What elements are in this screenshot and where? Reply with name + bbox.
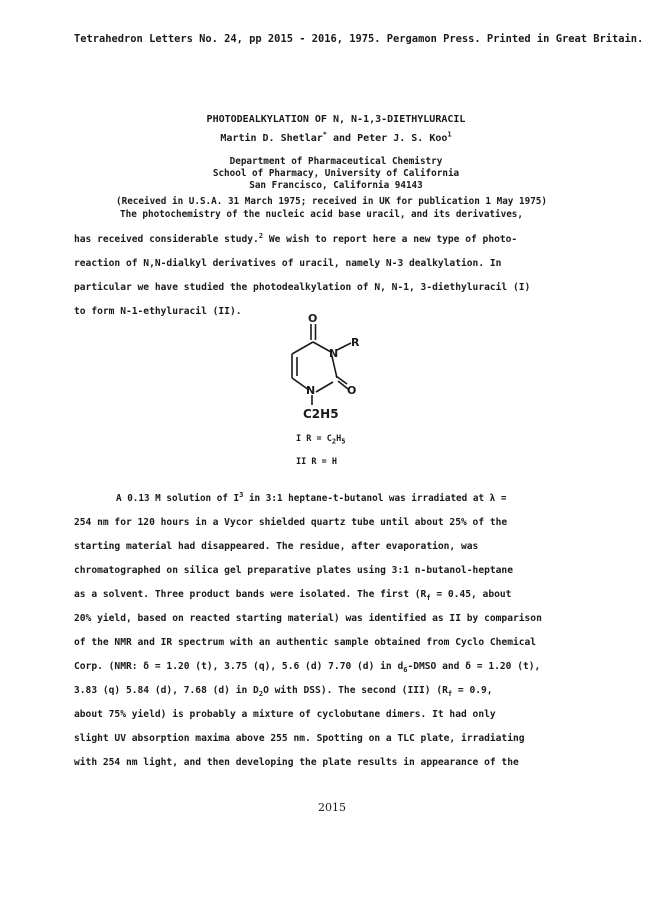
page-number: 2015 (318, 801, 346, 814)
structure-svg (276, 310, 386, 422)
body-line-12: with 254 nm light, and then developing the plate results in appearance of the (74, 757, 519, 768)
ring-bonds (292, 324, 351, 405)
atom-o-top: O (308, 312, 318, 325)
body-line-2: 254 nm for 120 hours in a Vycor shielded quartz tube until about 25% of the (74, 517, 508, 528)
body-line-10: about 75% yield) is probably a mixture of cyclobutane dimers. It had only (74, 709, 496, 720)
body-line-4: chromatographed on silica gel preparative plates using 3:1 n-butanol-heptane (74, 565, 513, 576)
uracil-structure-diagram (276, 310, 386, 422)
footnote-ref-1: 1 (447, 130, 452, 139)
intro-line-5: to form N-1-ethyluracil (II). (74, 306, 242, 317)
intro-line-3: reaction of N,N-dialkyl derivatives of uracil, namely N-3 dealkylation. In (74, 258, 502, 269)
body-line-9: 3.83 (q) 5.84 (d), 7.68 (d) in $D_2O$ with DSS). The second (III) ($R_f = 0.9$, (74, 685, 493, 698)
intro-line-4: particular we have studied the photodealkylation of N, N-1, 3-diethyluracil (I) (74, 282, 531, 293)
atom-o-right: O (347, 384, 357, 397)
atom-n1: N (306, 384, 316, 397)
footnote-ref-2: 2 (258, 231, 264, 240)
affiliation-line-3: San Francisco, California 94143 (249, 180, 423, 191)
compound-2-label: II R = H (296, 457, 337, 467)
body-line-3: starting material had disappeared. The residue, after evaporation, was (74, 541, 479, 552)
bond-c2-n1 (316, 382, 333, 392)
affiliation-line-2: School of Pharmacy, University of California (212, 168, 460, 179)
affiliation-line-1: Department of Pharmaceutical Chemistry (229, 156, 443, 167)
author-conjunction: and (326, 133, 358, 144)
article-title: PHOTODEALKYLATION OF N, N-1,3-DIETHYLURACIL (206, 114, 466, 125)
footnote-ref-3: 3 (239, 490, 244, 499)
body-line-11: slight UV absorption maxima above 255 nm. Spotting on a TLC plate, irradiating (74, 733, 525, 744)
author-2: Peter J. S. Koo (357, 133, 448, 144)
body-line-1: A 0.13 M solution of $I^3$ in 3:1 heptane-t-butanol was irradiated at λ = (116, 490, 507, 504)
authors (0, 130, 672, 144)
journal-header: Tetrahedron Letters No. 24, pp 2015 - 2016, 1975. Pergamon Press. Printed in Great Britain. (74, 33, 644, 45)
body-line-7: of the NMR and IR spectrum with an authentic sample obtained from Cyclo Chemical (74, 637, 537, 648)
body-line-6: 20% yield, based on reacted starting material) was identified as II by comparison (74, 613, 542, 624)
corresponding-mark: * (322, 130, 327, 139)
intro-line-1: The photochemistry of the nucleic acid base uracil, and its derivatives, (120, 209, 523, 220)
author-1: Martin D. Shetlar (220, 133, 323, 144)
received-dates: (Received in U.S.A. 31 March 1975; received in UK for publication 1 May 1975) (116, 196, 547, 207)
body-line-8: Corp. (NMR: δ = 1.20 (t), 3.75 (q), 5.6 (d) 7.70 (d) in $d_6$-DMSO and δ = 1.20 (t), (74, 661, 541, 674)
atom-n3: N (329, 347, 339, 360)
bond-n3-r (337, 343, 351, 350)
atom-r: R (351, 336, 360, 349)
bond-c5-c4 (292, 342, 313, 354)
ethyl-substituent: C2H5 (303, 407, 339, 421)
compound-1-label: I $R = C_2H_5$ (296, 434, 346, 446)
body-line-5: as a solvent. Three product bands were isolated. The first ($R_f = 0.45$, about (74, 589, 512, 602)
intro-line-2: has received considerable study.$^2$ We wish to report here a new type of photo- (74, 231, 518, 245)
